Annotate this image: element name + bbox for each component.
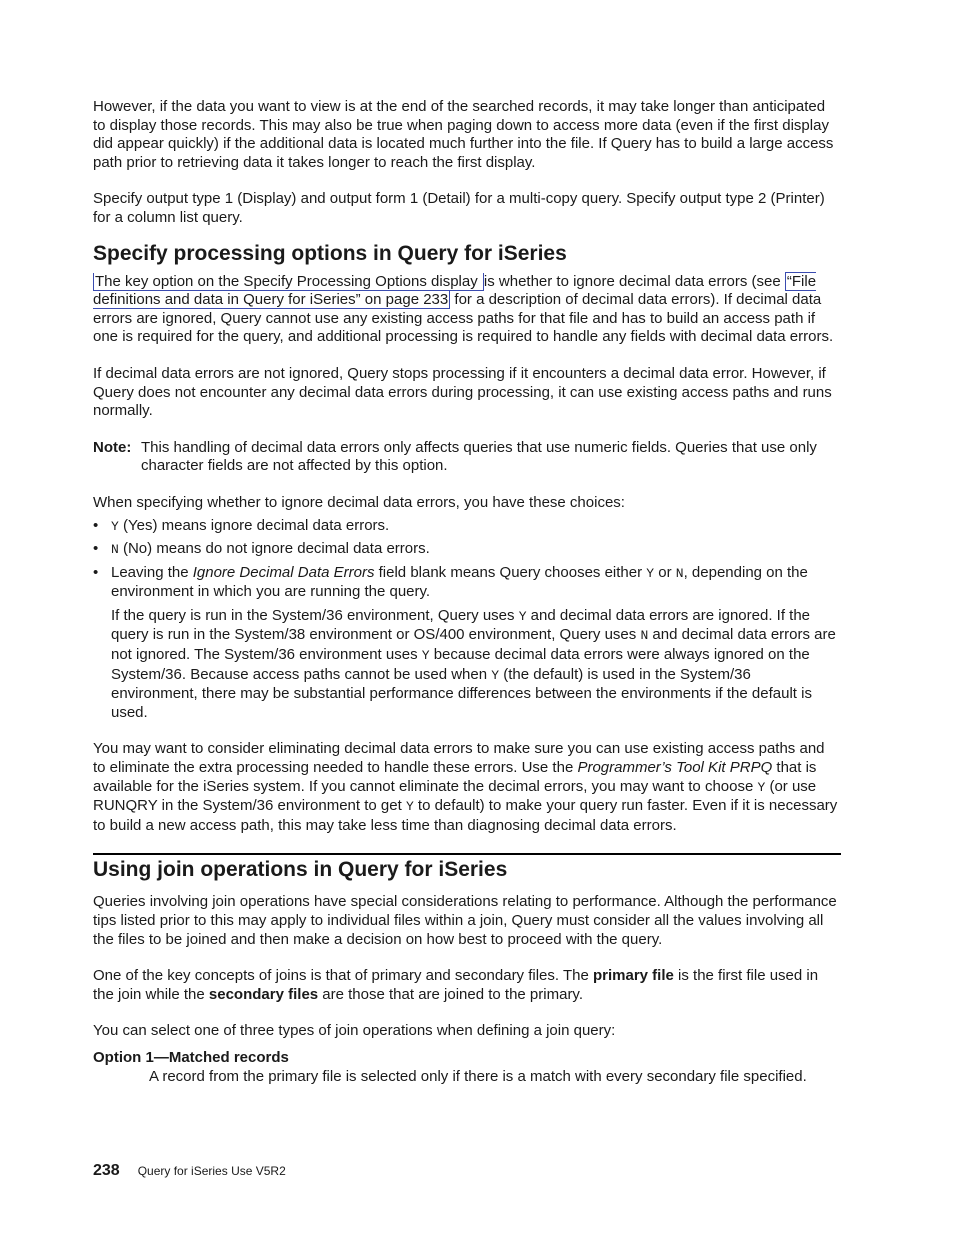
bullet-icon: • [93, 540, 99, 558]
note-text: This handling of decimal data errors only affects queries that use numeric fields. Queries that use only character fields are not affected by this option. [141, 438, 817, 475]
specify-processing-options-link[interactable]: The key option on the Specify Processing Options display [95, 272, 482, 290]
section1-paragraph-2: If decimal data errors are not ignored, Query stops processing if it encounters a decimal data error. However, if Query does not encounter any decimal data errors during processing, it can use existing access paths and runs normally. [93, 364, 832, 420]
intro-paragraph-1: However, if the data you want to view is at the end of the searched records, it may take longer than anticipated to display those records. This may also be true when paging down to access more data (even if the first display did appear quickly) if the additional data is located much further into the file. If Query has to build a large access path prior to retrieving data it takes longer to reach the first display. [93, 98, 834, 171]
choices-intro: When specifying whether to ignore decimal data errors, you have these choices: [93, 493, 625, 511]
page-footer [93, 1162, 286, 1180]
section1-paragraph-3: You may want to consider eliminating decimal data errors to make sure you can use existing access paths and to eliminate the extra processing needed to handle these errors. Use the Programmer’s Tool Kit PRPQ that is available for the iSeries system. If you cannot eliminate the decimal errors, you may want to choose Y (or use RUNQRY in the System/36 environment to get Y to default) to make your query run faster. Even if it is necessary to build a new access path, this may take less time than diagnosing decimal data errors. [93, 740, 838, 834]
environment-detail-paragraph: If the query is run in the System/36 environment, Query uses Y and decimal data errors are ignored. If the query is run in the System/38 environment or OS/400 environment, Query uses N and decimal data errors are not ignored. The System/36 environment uses Y because decimal data errors were always ignored on the System/36. Because access paths cannot be used when Y (the default) is used in the System/36 environment, there may be substantial performance differences between the environments if the default is used. [111, 606, 836, 721]
note-block [93, 439, 841, 476]
section2-paragraph-3: You can select one of three types of join operations when defining a join query: [93, 1022, 616, 1040]
section-heading-join-operations: Using join operations in Query for iSeries [93, 858, 508, 882]
list-item: • N (No) means do not ignore decimal data errors. [93, 540, 430, 558]
document-page [93, 98, 841, 1086]
bullet-icon: • [93, 563, 99, 581]
list-item: • Y (Yes) means ignore decimal data errors. [93, 516, 390, 534]
list-item: • Leaving the Ignore Decimal Data Errors field blank means Query chooses either Y or N, depending on the environment in which you are running the query. If the query is run in the System/36 environment, Query uses Y and decimal data errors are ignored. If the query is run in the System/38 environment or OS/400 environment, Query uses N and decimal data errors are not ignored. The System/36 environment uses Y because decimal data errors were always ignored on the System/36. Because access paths cannot be used when Y (the default) is used in the System/36 environment, there may be substantial performance differences between the environments if the default is used. [93, 564, 841, 723]
book-title: Query for iSeries Use V5R2 [137, 1164, 286, 1178]
section2-paragraph-2: One of the key concepts of joins is that of primary and secondary files. The primary file is the first file used in the join while the secondary files are those that are joined to the primary. [93, 967, 819, 1003]
section1-paragraph-1: The key option on the Specify Processing Options display is whether to ignore decimal data errors (see “File definitions and data in Query for iSeries” on page 233 for a description of decimal data errors). If decimal data errors are ignored, Query cannot use any existing access paths for that file and has to build an access path if one is required for the query, and additional processing is required to handle any fields with decimal data errors. [93, 272, 834, 346]
section2-paragraph-1: Queries involving join operations have special considerations relating to performance. Although the performance tips listed prior to this may apply to individual files within a join, Query must consider all the values involving all the files to be joined and then make a decision on how best to proceed with the query. [93, 893, 837, 948]
note-label: Note: [93, 438, 132, 456]
bullet-icon: • [93, 516, 99, 534]
page-number: 238 [93, 1162, 120, 1179]
intro-paragraph-2: Specify output type 1 (Display) and output form 1 (Detail) for a multi-copy query. Specify output type 2 (Printer) for a column list query. [93, 190, 825, 226]
option1-description: A record from the primary file is selected only if there is a match with every secondary file specified. [149, 1067, 807, 1085]
file-definitions-link[interactable]: “File definitions and data in Query for iSeries” on page 233 [93, 272, 817, 309]
choices-list [93, 517, 841, 723]
section-divider [93, 853, 841, 855]
section-heading-processing-options: Specify processing options in Query for iSeries [93, 241, 567, 265]
option1-title: Option 1—Matched records [93, 1048, 289, 1066]
